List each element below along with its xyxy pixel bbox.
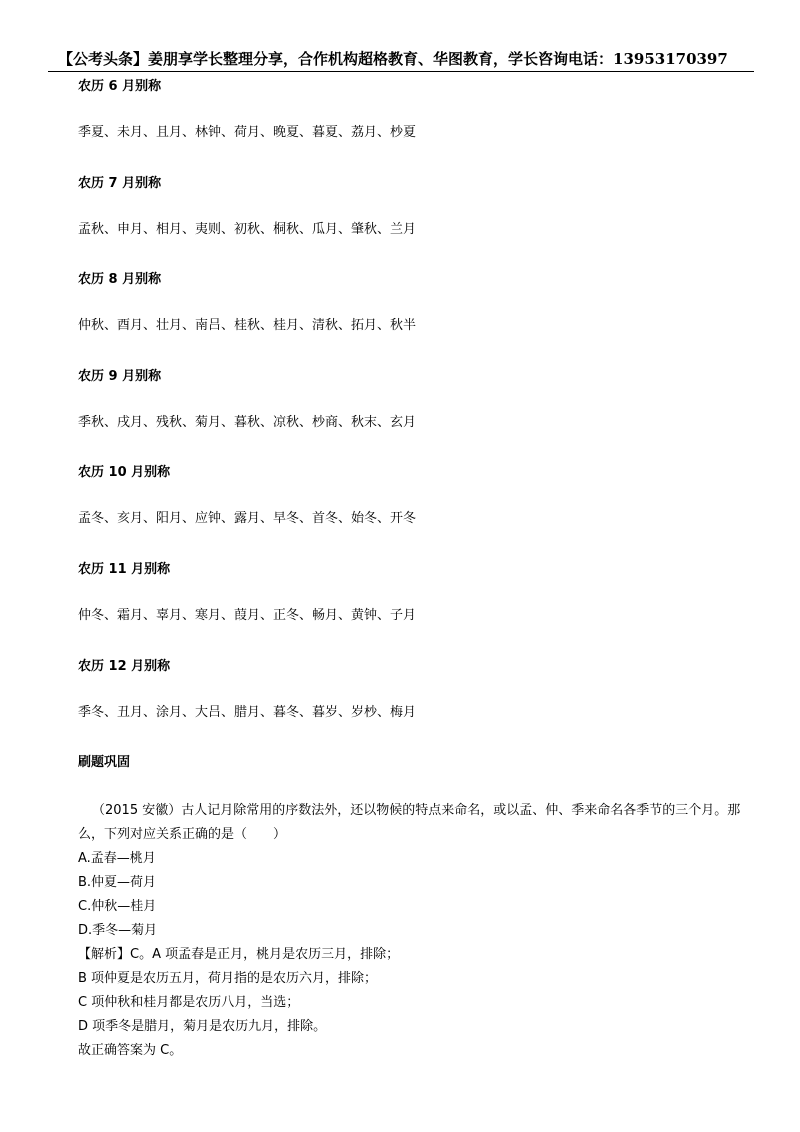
section-month-6 <box>78 78 758 142</box>
section-names: 季秋、戌月、残秋、菊月、暮秋、凉秋、杪商、秋末、玄月 <box>78 415 417 430</box>
option-b: B.仲夏—荷月 <box>78 875 157 890</box>
section-names: 季夏、未月、且月、林钟、荷月、晚夏、暮夏、荔月、杪夏 <box>78 125 417 140</box>
analysis-line: C 项仲秋和桂月都是农历八月，当选； <box>78 995 300 1010</box>
section-month-11 <box>78 561 758 625</box>
analysis-line: B 项仲夏是农历五月，荷月指的是农历六月，排除； <box>78 971 378 986</box>
section-title: 农历 9 月别称 <box>78 369 162 384</box>
header-text: 【公考头条】姜朋享学长整理分享，合作机构超格教育、华图教育，学长咨询电话：13953170397 <box>58 50 728 68</box>
section-title: 农历 8 月别称 <box>78 272 162 287</box>
section-month-9 <box>78 368 758 432</box>
question-stem: （2015 安徽）古人记月除常用的序数法外，还以物候的特点来命名，或以孟、仲、季来命名各季节的三个月。那么，下列对应关系正确的是（ ） <box>78 803 741 842</box>
analysis-line: D 项季冬是腊月，菊月是农历九月，排除。 <box>78 1019 327 1034</box>
page-header <box>48 49 754 72</box>
section-names: 孟冬、亥月、阳月、应钟、露月、早冬、首冬、始冬、开冬 <box>78 511 417 526</box>
practice-question <box>78 799 758 1063</box>
section-names: 季冬、丑月、涂月、大吕、腊月、暮冬、暮岁、岁杪、梅月 <box>78 705 417 720</box>
section-title: 农历 6 月别称 <box>78 79 162 94</box>
option-a: A.孟春—桃月 <box>78 851 156 866</box>
section-names: 仲秋、酉月、壮月、南吕、桂秋、桂月、清秋、拓月、秋半 <box>78 318 417 333</box>
section-names: 孟秋、申月、相月、夷则、初秋、桐秋、瓜月、肇秋、兰月 <box>78 222 417 237</box>
section-title: 农历 7 月别称 <box>78 176 162 191</box>
section-month-12 <box>78 658 758 722</box>
section-title: 农历 11 月别称 <box>78 562 171 577</box>
analysis-line: 【解析】C。A 项孟春是正月，桃月是农历三月，排除； <box>78 947 400 962</box>
section-names: 仲冬、霜月、辜月、寒月、葭月、正冬、畅月、黄钟、子月 <box>78 608 417 623</box>
section-month-7 <box>78 175 758 239</box>
practice-title: 刷题巩固 <box>78 755 131 770</box>
section-month-10 <box>78 464 758 528</box>
section-title: 农历 10 月别称 <box>78 465 171 480</box>
option-d: D.季冬—菊月 <box>78 923 158 938</box>
section-title: 农历 12 月别称 <box>78 659 171 674</box>
section-month-8 <box>78 271 758 335</box>
practice-section <box>78 754 758 772</box>
option-c: C.仲秋—桂月 <box>78 899 157 914</box>
answer-line: 故正确答案为 C。 <box>78 1043 183 1058</box>
